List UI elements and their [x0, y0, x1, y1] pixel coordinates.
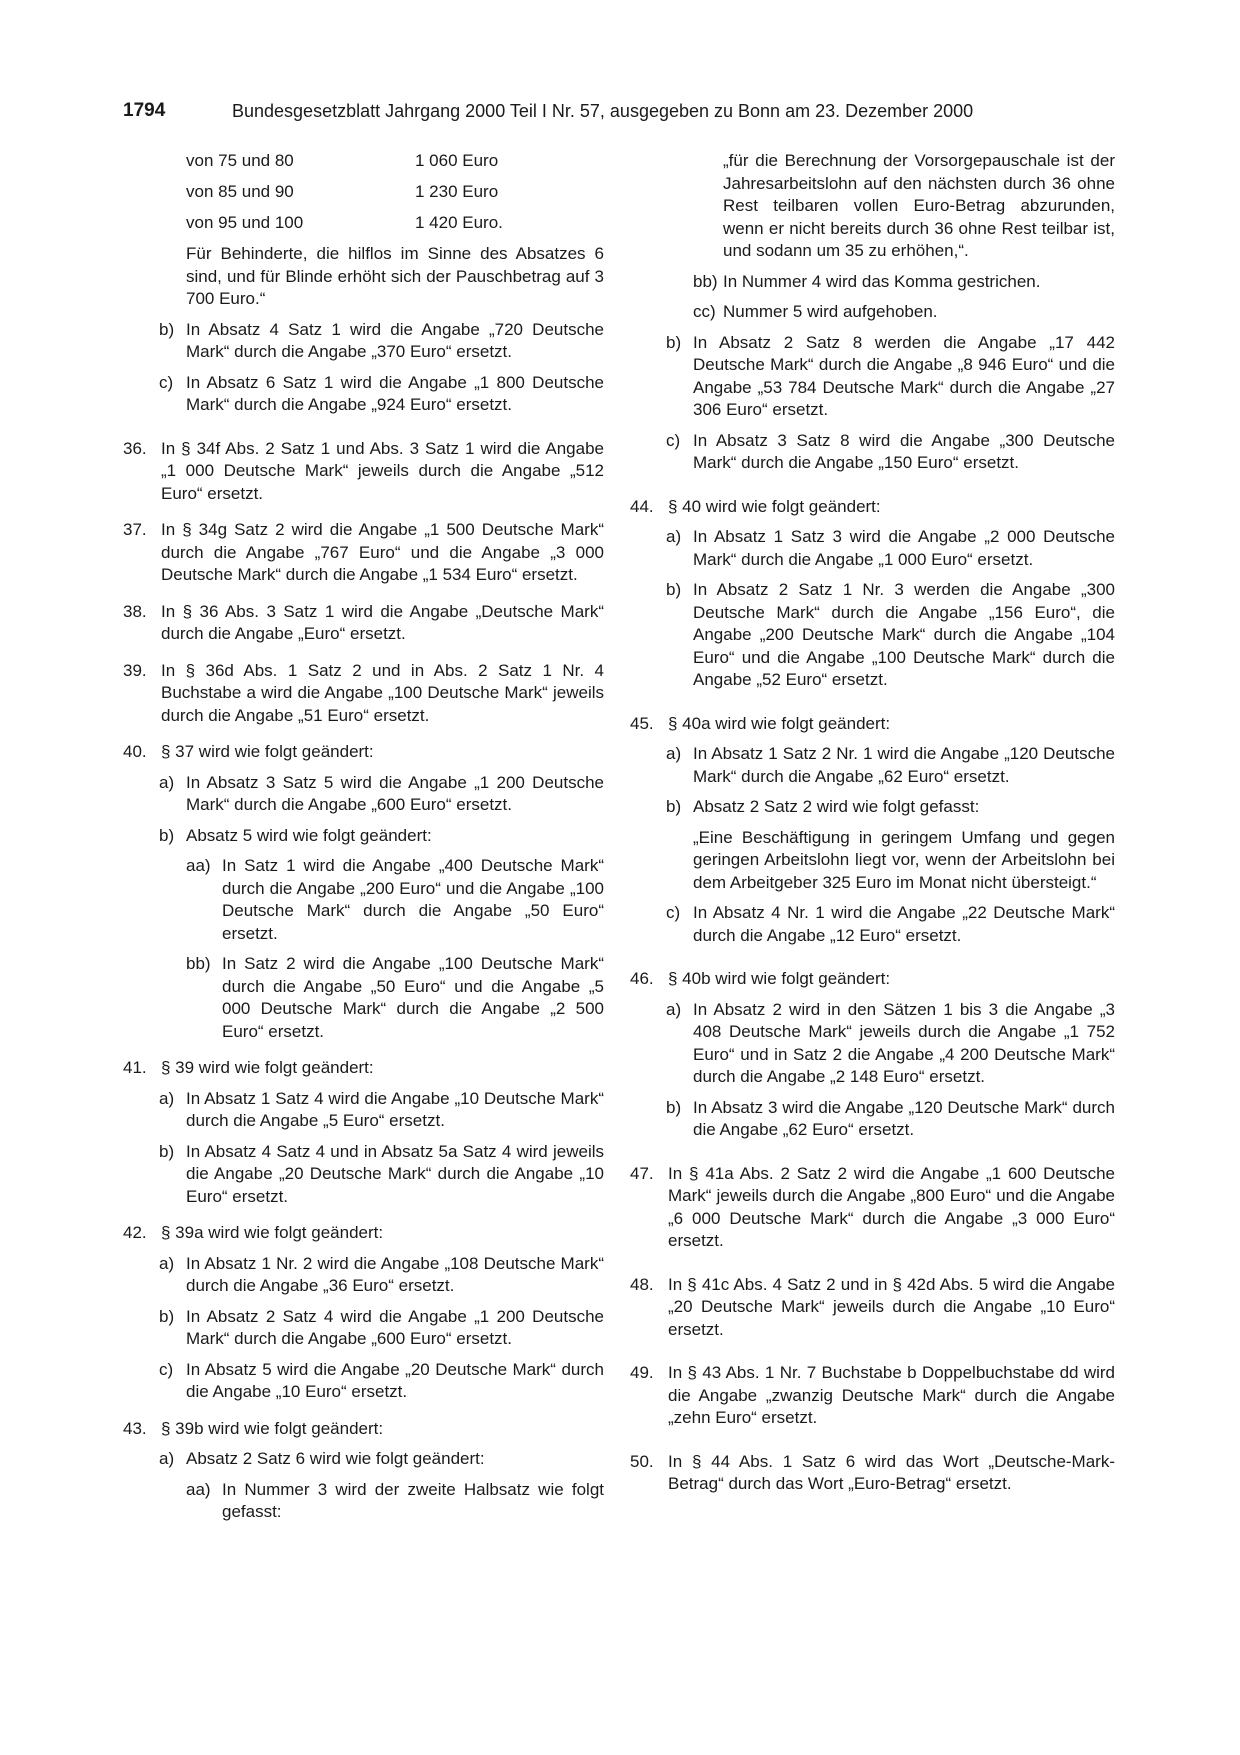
table-cell-amount: 1 060 Euro: [415, 151, 499, 170]
item-text: In Absatz 1 Satz 3 wird die Angabe „2 000 Deutsche Mark“ durch die Angabe „1 000 Euro“ ersetzt.: [693, 527, 1115, 569]
item-text: In Absatz 1 Nr. 2 wird die Angabe „108 Deutsche Mark“ durch die Angabe „36 Euro“ ersetzt.: [186, 1253, 604, 1295]
list-item: [630, 1163, 1115, 1253]
amount-table: [186, 150, 604, 235]
list-item: [630, 1274, 1115, 1342]
page-header-title: Bundesgesetzblatt Jahrgang 2000 Teil I Nr. 57, ausgegeben zu Bonn am 23. Dezember 2000: [232, 101, 974, 121]
list-item: [666, 430, 1115, 475]
item-text: In § 43 Abs. 1 Nr. 7 Buchstabe b Doppelbuchstabe dd wird die Angabe „zwanzig Deutsche Mark“ durch die Angabe „zehn Euro“ ersetzt.: [668, 1363, 1115, 1427]
list-item: [159, 319, 604, 364]
item-label: 36.: [123, 438, 147, 458]
list-item: [630, 968, 1115, 991]
table-cell-range: von 95 und 100: [186, 213, 304, 232]
item-text: § 37 wird wie folgt geändert:: [161, 742, 374, 761]
table-row: [186, 181, 604, 204]
item-label: a): [666, 999, 682, 1019]
item-label: b): [666, 332, 682, 352]
item-label: b): [159, 1306, 175, 1326]
item-text: In § 44 Abs. 1 Satz 6 wird das Wort „Deutsche-Mark-Betrag“ durch das Wort „Euro-Betrag“ ersetzt.: [668, 1451, 1115, 1493]
list-item: [159, 372, 604, 417]
table-row: [186, 150, 604, 173]
list-item: [630, 496, 1115, 519]
item-label: aa): [186, 856, 211, 875]
item-text: In Absatz 4 Nr. 1 wird die Angabe „22 Deutsche Mark“ durch die Angabe „12 Euro“ ersetzt.: [693, 903, 1115, 945]
item-text: In Absatz 2 wird in den Sätzen 1 bis 3 die Angabe „3 408 Deutsche Mark“ jeweils durch die Angabe „1 752 Euro“ und in Satz 2 die Angabe „4 200 Deutsche Mark“ durch die Angabe „2 148 Euro“ ersetzt.: [693, 999, 1115, 1086]
table-cell-range: von 75 und 80: [186, 151, 294, 170]
list-item: [186, 953, 604, 1043]
item-label: b): [159, 319, 175, 339]
item-label: 46.: [630, 969, 654, 988]
list-item: [159, 1306, 604, 1351]
item-text: § 40 wird wie folgt geändert:: [668, 496, 881, 516]
item-label: a): [159, 1449, 175, 1468]
list-item: [666, 743, 1115, 788]
item-text: In Absatz 2 Satz 4 wird die Angabe „1 200 Deutsche Mark“ durch die Angabe „600 Euro“ ersetzt.: [186, 1306, 604, 1348]
quote-vorsorgepauschale: „für die Berechnung der Vorsorgepauschale ist der Jahresarbeitslohn auf den nächsten durch 36 ohne Rest teilbaren vollen Euro-Betrag abzurunden, wenn er nicht bereits durch 36 ohne Rest teilbar ist, und sodann um 35 zu erhöhen,“.: [723, 151, 1115, 260]
list-item: [123, 438, 604, 506]
item-label: bb): [186, 954, 211, 973]
item-text: Nummer 5 wird aufgehoben.: [723, 302, 938, 321]
item-label: aa): [186, 1479, 211, 1499]
list-item: [159, 1359, 604, 1404]
list-item: [666, 332, 1115, 422]
list-item: [666, 796, 1115, 819]
left-column: [123, 150, 604, 1524]
item-text: In Absatz 3 Satz 5 wird die Angabe „1 200 Deutsche Mark“ durch die Angabe „600 Euro“ ersetzt.: [186, 772, 604, 814]
item-label: bb): [693, 271, 718, 291]
item-text: In Absatz 2 Satz 1 Nr. 3 werden die Angabe „300 Deutsche Mark“ durch die Angabe „156 Euro“, die Angabe „200 Deutsche Mark“ durch die Angabe „104 Euro“ und die Angabe „100 Deutsche Mark“ durch die Angabe „52 Euro“ ersetzt.: [693, 580, 1115, 689]
item-text: In § 36d Abs. 1 Satz 2 und in Abs. 2 Satz 1 Nr. 4 Buchstabe a wird die Angabe „100 Deutsche Mark“ jeweils durch die Angabe „51 Euro“ ersetzt.: [161, 660, 604, 725]
item-text: In § 41c Abs. 4 Satz 2 und in § 42d Abs. 5 wird die Angabe „20 Deutsche Mark“ jeweils durch die Angabe „10 Euro“ ersetzt.: [668, 1274, 1115, 1339]
item-label: 47.: [630, 1163, 654, 1183]
list-item: [123, 1057, 604, 1080]
item-label: a): [666, 744, 682, 763]
item-label: c): [159, 372, 174, 392]
item-label: 37.: [123, 520, 147, 539]
list-item: [666, 999, 1115, 1089]
item-label: a): [159, 1088, 175, 1108]
list-item: [123, 741, 604, 764]
list-item: [159, 1088, 604, 1133]
item-text: In § 34g Satz 2 wird die Angabe „1 500 Deutsche Mark“ durch die Angabe „767 Euro“ und die Angabe „3 000 Deutsche Mark“ durch die Angabe „1 534 Euro“ ersetzt.: [161, 520, 604, 584]
item-label: b): [666, 797, 682, 816]
item-text: In Absatz 6 Satz 1 wird die Angabe „1 800 Deutsche Mark“ durch die Angabe „924 Euro“ ersetzt.: [186, 372, 604, 414]
item-text: In Satz 2 wird die Angabe „100 Deutsche Mark“ durch die Angabe „50 Euro“ und die Angabe „5 000 Deutsche Mark“ durch die Angabe „2 500 Euro“ ersetzt.: [222, 954, 604, 1041]
item-label: b): [666, 580, 682, 599]
item-label: 39.: [123, 660, 147, 680]
table-cell-range: von 85 und 90: [186, 182, 294, 201]
item-text: Absatz 5 wird wie folgt geändert:: [186, 825, 432, 845]
list-item: [666, 526, 1115, 571]
table-cell-amount: 1 230 Euro: [415, 182, 499, 201]
item-label: 38.: [123, 601, 147, 621]
list-item: [123, 1222, 604, 1245]
list-item: [630, 1451, 1115, 1496]
item-label: 48.: [630, 1274, 654, 1294]
list-item: [693, 301, 1115, 324]
item-text: In § 36 Abs. 3 Satz 1 wird die Angabe „Deutsche Mark“ durch die Angabe „Euro“ ersetzt.: [161, 601, 604, 643]
item-label: a): [666, 527, 682, 546]
item-label: 49.: [630, 1363, 654, 1382]
list-item: [159, 1253, 604, 1298]
item-label: b): [666, 1097, 682, 1117]
item-label: b): [159, 825, 175, 845]
item-label: a): [159, 772, 175, 792]
paragraph-blind: Für Behinderte, die hilflos im Sinne des Absatzes 6 sind, und für Blinde erhöht sich der Pauschbetrag auf 3 700 Euro.“: [186, 244, 604, 308]
list-item: [630, 1362, 1115, 1430]
list-item: [693, 271, 1115, 294]
list-item: [186, 1479, 604, 1524]
item-label: 43.: [123, 1418, 147, 1438]
list-item: [123, 660, 604, 728]
item-text: § 39 wird wie folgt geändert:: [161, 1058, 374, 1077]
table-row: [186, 212, 604, 235]
item-text: § 39a wird wie folgt geändert:: [161, 1223, 384, 1242]
list-item: [666, 902, 1115, 947]
list-item: [123, 519, 604, 587]
list-item: [159, 825, 604, 848]
item-label: a): [159, 1253, 175, 1273]
item-label: cc): [693, 302, 716, 321]
page-number: 1794: [123, 100, 166, 121]
item-text: In Absatz 4 Satz 1 wird die Angabe „720 Deutsche Mark“ durch die Angabe „370 Euro“ ersetzt.: [186, 319, 604, 361]
item-label: 40.: [123, 742, 147, 761]
item-label: c): [666, 430, 681, 450]
item-text: In Nummer 3 wird der zweite Halbsatz wie folgt gefasst:: [222, 1479, 604, 1521]
quote-beschaeftigung: „Eine Beschäftigung in geringem Umfang und gegen geringen Arbeitslohn liegt vor, wenn der Arbeitslohn bei dem Arbeitgeber 325 Euro im Monat nicht übersteigt.“: [693, 827, 1115, 892]
item-text: In Absatz 5 wird die Angabe „20 Deutsche Mark“ durch die Angabe „10 Euro“ ersetzt.: [186, 1359, 604, 1401]
item-text: In § 34f Abs. 2 Satz 1 und Abs. 3 Satz 1 wird die Angabe „1 000 Deutsche Mark“ jeweils durch die Angabe „512 Euro“ ersetzt.: [161, 438, 604, 503]
item-label: 42.: [123, 1223, 147, 1242]
item-label: 45.: [630, 713, 654, 733]
item-label: 50.: [630, 1451, 654, 1471]
list-item: [666, 1097, 1115, 1142]
item-text: Absatz 2 Satz 6 wird wie folgt geändert:: [186, 1449, 485, 1468]
item-label: 41.: [123, 1058, 147, 1077]
item-label: b): [159, 1141, 175, 1161]
item-text: § 40a wird wie folgt geändert:: [668, 713, 891, 733]
list-item: [159, 1448, 604, 1471]
item-text: In § 41a Abs. 2 Satz 2 wird die Angabe „1 600 Deutsche Mark“ jeweils durch die Angabe „800 Euro“ und die Angabe „6 000 Deutsche Mark“ durch die Angabe „3 000 Euro“ ersetzt.: [668, 1163, 1115, 1250]
item-label: 44.: [630, 496, 654, 516]
list-item: [630, 713, 1115, 736]
table-cell-amount: 1 420 Euro.: [415, 213, 503, 232]
list-item: [123, 1418, 604, 1441]
item-text: § 39b wird wie folgt geändert:: [161, 1418, 384, 1438]
right-column: [630, 150, 1115, 1496]
list-item: [159, 1141, 604, 1209]
item-label: c): [159, 1359, 174, 1379]
item-text: In Nummer 4 wird das Komma gestrichen.: [723, 271, 1041, 291]
list-item: [123, 601, 604, 646]
item-label: c): [666, 903, 681, 922]
list-item: [666, 579, 1115, 692]
item-text: In Satz 1 wird die Angabe „400 Deutsche Mark“ durch die Angabe „200 Euro“ und die Angabe „100 Deutsche Mark“ durch die Angabe „50 Euro“ ersetzt.: [222, 856, 604, 943]
item-text: In Absatz 3 Satz 8 wird die Angabe „300 Deutsche Mark“ durch die Angabe „150 Euro“ ersetzt.: [693, 430, 1115, 472]
item-text: § 40b wird wie folgt geändert:: [668, 969, 891, 988]
item-text: In Absatz 2 Satz 8 werden die Angabe „17 442 Deutsche Mark“ durch die Angabe „8 946 Euro“ und die Angabe „53 784 Deutsche Mark“ durch die Angabe „27 306 Euro“ ersetzt.: [693, 332, 1115, 419]
item-text: In Absatz 1 Satz 2 Nr. 1 wird die Angabe „120 Deutsche Mark“ durch die Angabe „62 Euro“ ersetzt.: [693, 744, 1115, 786]
list-item: [159, 772, 604, 817]
item-text: In Absatz 3 wird die Angabe „120 Deutsche Mark“ durch die Angabe „62 Euro“ ersetzt.: [693, 1097, 1115, 1139]
item-text: In Absatz 4 Satz 4 und in Absatz 5a Satz 4 wird jeweils die Angabe „20 Deutsche Mark“ durch die Angabe „10 Euro“ ersetzt.: [186, 1141, 604, 1206]
item-text: Absatz 2 Satz 2 wird wie folgt gefasst:: [693, 797, 980, 816]
list-item: [186, 855, 604, 945]
item-text: In Absatz 1 Satz 4 wird die Angabe „10 Deutsche Mark“ durch die Angabe „5 Euro“ ersetzt.: [186, 1088, 604, 1130]
